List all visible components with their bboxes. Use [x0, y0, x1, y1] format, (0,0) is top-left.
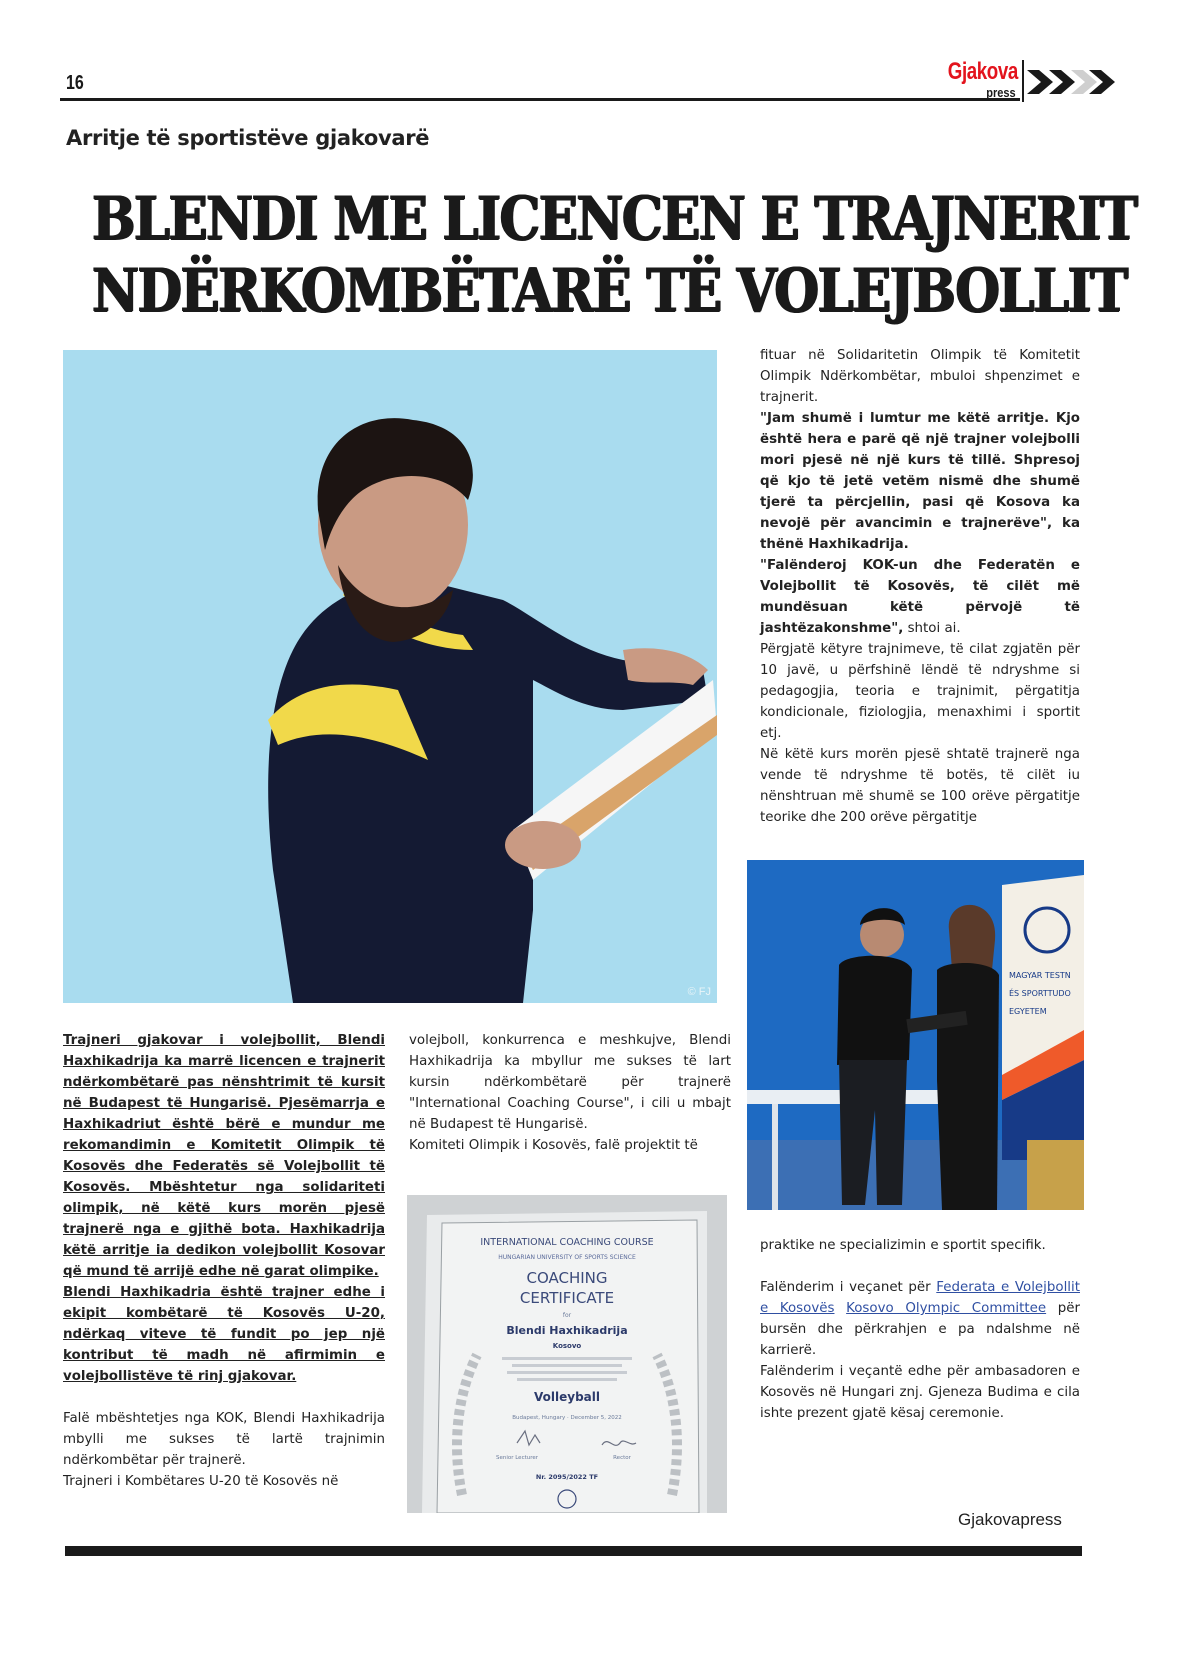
quote-paragraph-2 — [760, 555, 1080, 639]
cert-number: Nr. 2095/2022 TF — [535, 1473, 599, 1481]
header-rule — [60, 98, 1020, 101]
quote-attribution: shtoi ai. — [903, 621, 961, 636]
coach-illustration — [63, 350, 717, 1003]
link-volleyball-federation[interactable]: Federata e Volejbollit e Kosovës — [760, 1280, 1080, 1316]
logo-main-text: Gjakova — [947, 58, 1018, 85]
ceremony-illustration — [747, 860, 1084, 1210]
chevrons-right-icon — [1027, 68, 1117, 96]
paragraph-gap — [760, 1256, 1080, 1277]
logo-divider — [1022, 60, 1024, 102]
cert-university: HUNGARIAN UNIVERSITY OF SPORTS SCIENCE — [498, 1254, 636, 1261]
cert-place-date: Budapest, Hungary · December 5, 2022 — [512, 1415, 622, 1421]
paragraph: Përgjatë këtyre trajnimeve, të cilat zgjatën për 10 javë, u përfshinë lëndë të ndryshme si pedagogjia, teoria e trajnimit, përgatitja kondicionale, fiziologjia, menaxhimi i sportit etj. — [760, 642, 1080, 741]
headline-line-1: BLENDI ME LICENCEN E TRAJNERIT — [92, 184, 1137, 254]
paragraph: volejboll, konkurrenca e meshkujve, Blendi Haxhikadrija ka mbyllur me sukses të lart kursin ndërkombëtarë për trajnerë "International Coaching Course", i cili u mbajt në Budapest të Hungarisë. — [409, 1033, 731, 1132]
paragraph: Në këtë kurs morën pjesë shtatë trajnerë nga vende të ndryshme të botës, të cilët iu nënshtruan më shumë se 100 orëve përgatitje teorike dhe 200 orëve përgatitje — [760, 747, 1080, 825]
photo-credit: © FJ — [687, 986, 711, 998]
certificate-photo — [407, 1195, 727, 1513]
logo-sub-text: press — [986, 85, 1016, 100]
main-photo — [63, 350, 717, 1003]
cert-title-2: CERTIFICATE — [519, 1289, 615, 1307]
certificate-illustration — [407, 1195, 727, 1513]
cert-course: INTERNATIONAL COACHING COURSE — [480, 1237, 654, 1248]
cert-sport: Volleyball — [534, 1390, 600, 1404]
paragraph: fituar në Solidaritetin Olimpik të Komitetit Olimpik Ndërkombëtar, mbuloi shpenzimet e trajnerit. — [760, 348, 1080, 405]
paragraph-gap — [63, 1387, 385, 1408]
hand-left — [505, 821, 581, 869]
banner-text-3: EGYETEM — [1009, 1007, 1047, 1016]
thanks-paragraph — [760, 1277, 1080, 1361]
banner-text-2: ÉS SPORTTUDO — [1009, 989, 1071, 998]
cert-signer-2: Rector — [613, 1455, 631, 1461]
cert-title-1: COACHING — [526, 1269, 608, 1287]
lead-paragraph: Trajneri gjakovar i volejbollit, Blendi Haxhikadrija ka marrë licencen e trajnerit ndërkombëtarë pas nënshtrimit të kursit në Budapest të Hungarisë. Pjesëmarrja e Haxhikadriut është bërë e mundur me rekomandimin e Komitetit Olimpik të Kosovës dhe Federatës së Volejbollit të Kosovës. Mbështetur nga solidariteti olimpik, në këtë kurs morën pjesë trajnerë nga e gjithë bota. Haxhikadrija këtë arritje ia dedikon volejbollit Kosovar që mund të arrijë edhe në garat olimpike. — [63, 1033, 385, 1279]
cert-signer-1: Senior Lecturer — [495, 1455, 539, 1461]
cert-for: for — [562, 1312, 572, 1319]
gjakovapress-logo[interactable] — [900, 60, 1018, 102]
paragraph: Komiteti Olimpik i Kosovës, falë projektit të — [409, 1138, 698, 1153]
article-column-left — [63, 1030, 385, 1492]
page-number: 16 — [66, 72, 84, 94]
headline-line-2: NDËRKOMBËTARË TË VOLEJBOLLIT — [92, 256, 1127, 326]
cert-country: Kosovo — [552, 1342, 582, 1350]
article-column-right-bottom — [760, 1235, 1080, 1424]
article-column-right-top — [760, 345, 1080, 828]
thanks-prefix: Falënderim i veçanet për — [760, 1280, 937, 1295]
paragraph: Falë mbështetjes nga KOK, Blendi Haxhikadrija mbylli me sukses të lartë trajnimin ndërkombëtar për trajnerë. — [63, 1411, 385, 1468]
paragraph: praktike ne specializimin e sportit specifik. — [760, 1238, 1046, 1253]
footer-brand: Gjakovapress — [958, 1510, 1062, 1529]
ceremony-photo — [747, 860, 1084, 1210]
paragraph: Trajneri i Kombëtares U-20 të Kosovës në — [63, 1474, 339, 1489]
thanks-suffix: për bursën dhe përkrahjen e pa ndalshme në karrierë. — [760, 1301, 1080, 1358]
lead-paragraph-2: Blendi Haxhikadria është trajner edhe i ekipit kombëtarë të Kosovës U-20, ndërkaq viteve të fundit po jep një kontribut të madh në afirmimin e volejbollistëve të rinj gjakovar. — [63, 1285, 385, 1384]
article-column-middle — [409, 1030, 731, 1156]
headline — [92, 183, 1137, 327]
quote-text: "Falënderoj KOK-un dhe Federatën e Volejbollit të Kosovës, të cilët më mundësuan këtë përvojë të jashtëzakonshme", — [760, 558, 1080, 636]
footer-rule — [65, 1546, 1082, 1556]
link-olympic-committee[interactable]: Kosovo Olympic Committee — [846, 1301, 1047, 1316]
quote-paragraph: "Jam shumë i lumtur me këtë arritje. Kjo është hera e parë që një trajner volejbolli mori pjesë në një kurs të tillë. Shpresoj që kjo të jetë vetëm nismë dhe shumë tjerë ta përcjellin, pasi që Kosova ka nevojë për avancimin e trajnerëve", ka thënë Haxhikadrija. — [760, 411, 1080, 552]
cert-name: Blendi Haxhikadrija — [506, 1324, 628, 1337]
banner-text-1: MAGYAR TESTN — [1009, 971, 1071, 980]
section-label: Arritje të sportistëve gjakovarë — [66, 126, 430, 150]
paragraph: Falënderim i veçantë edhe për ambasadoren e Kosovës në Hungari znj. Gjeneza Budima e cila ishte prezent gjatë kësaj ceremonie. — [760, 1364, 1080, 1421]
